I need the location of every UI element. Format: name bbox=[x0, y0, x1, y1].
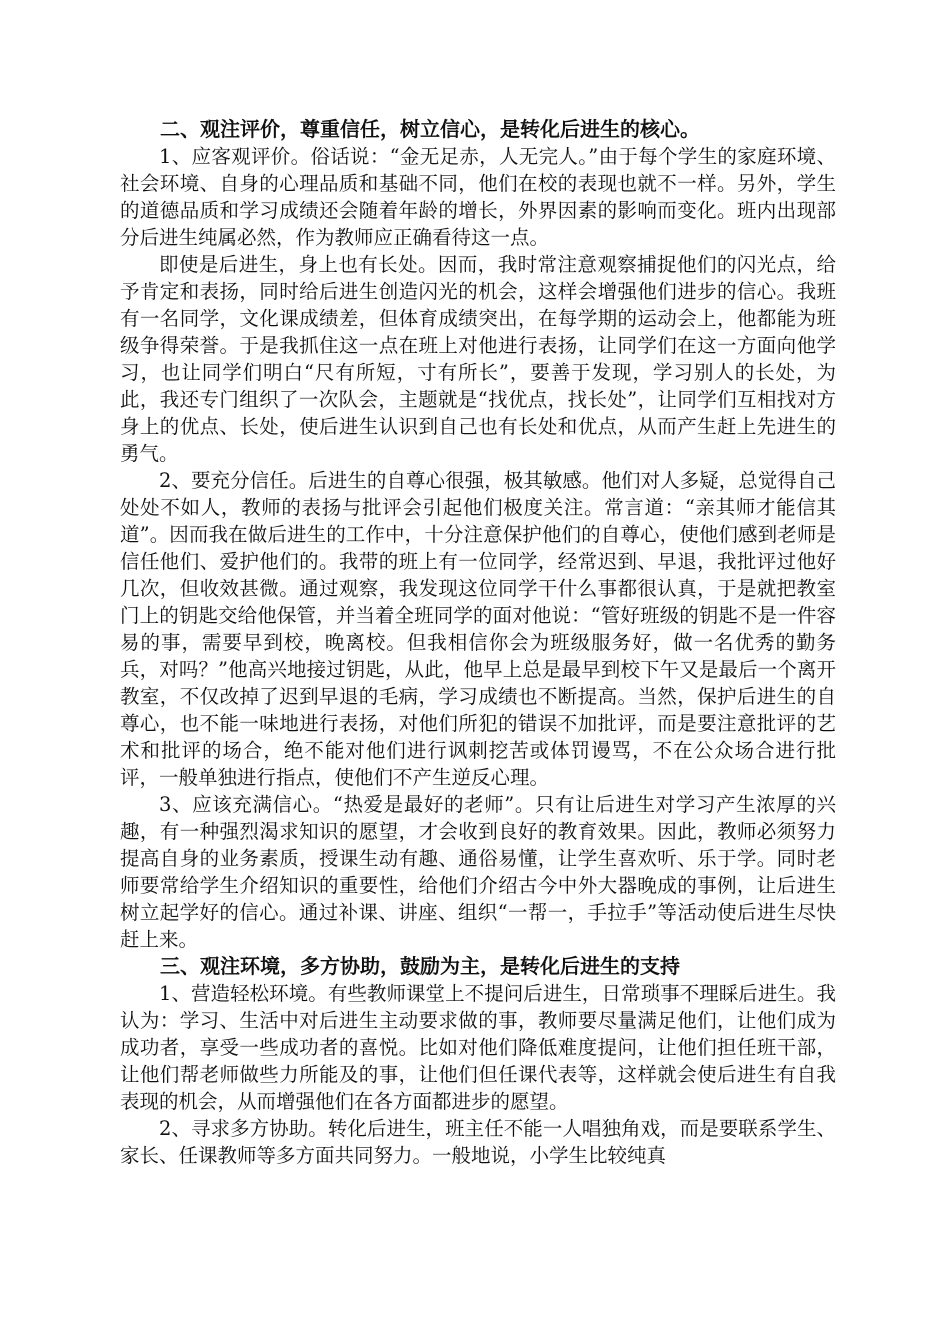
para-cooperation: 2、寻求多方协助。转化后进生，班主任不能一人唱独角戏，而是要联系学生、家长、任课教师等多方面共同努力。一般地说，小学生比较纯真 bbox=[120, 1117, 836, 1167]
para-confidence: 3、应该充满信心。“热爱是最好的老师”。只有让后进生对学习产生浓厚的兴趣，有一种强烈渴求知识的愿望，才会收到良好的教育效果。因此，教师必须努力提高自身的业务素质，授课生动有趣、通俗易懂，让学生喜欢听、乐于学。同时老师要常给学生介绍知识的重要性，给他们介绍古今中外大器晚成的事例，让后进生树立起学好的信心。通过补课、讲座、组织“一帮一，手拉手”等活动使后进生尽快赶上来。 bbox=[120, 793, 836, 951]
document-body bbox=[120, 116, 836, 1169]
para-trust: 2、要充分信任。后进生的自尊心很强，极其敏感。他们对人多疑，总觉得自己处处不如人，教师的表扬与批评会引起他们极度关注。常言道：“亲其师才能信其道”。因而我在做后进生的工作中，十分注意保护他们的自尊心，使他们感到老师是信任他们、爱护他们的。我带的班上有一位同学，经常迟到、早退，我批评过他好几次，但收效甚微。通过观察，我发现这位同学干什么事都很认真，于是就把教室门上的钥匙交给他保管，并当着全班同学的面对他说：“管好班级的钥匙不是一件容易的事，需要早到校，晚离校。但我相信你会为班级服务好，做一名优秀的勤务兵，对吗？”他高兴地接过钥匙，从此，他早上总是最早到校下午又是最后一个离开教室，不仅改掉了迟到早退的毛病，学习成绩也不断提高。当然，保护后进生的自尊心，也不能一味地进行表扬，对他们所犯的错误不加批评，而是要注意批评的艺术和批评的场合，绝不能对他们进行讽刺挖苦或体罚谩骂，不在公众场合进行批评，一般单独进行指点，使他们不产生逆反心理。 bbox=[120, 469, 836, 789]
para-relaxed-environment: 1、营造轻松环境。有些教师课堂上不提问后进生，日常琐事不理睬后进生。我认为：学习、生活中对后进生主动要求做的事，教师要尽量满足他们，让他们成为成功者，享受一些成功者的喜悦。比如对他们降低难度提问，让他们担任班干部，让他们帮老师做些力所能及的事，让他们但任课代表等，这样就会使后进生有自我表现的机会，从而增强他们在各方面都进步的愿望。 bbox=[120, 982, 836, 1113]
section-three-heading: 三、观注环境，多方协助，鼓励为主，是转化后进生的支持 bbox=[160, 954, 680, 978]
section-two-heading: 二、观注评价，尊重信任，树立信心，是转化后进生的核心。 bbox=[160, 117, 700, 141]
para-strengths: 即使是后进生，身上也有长处。因而，我时常注意观察捕捉他们的闪光点，给予肯定和表扬，同时给后进生创造闪光的机会，这样会增强他们进步的信心。我班有一名同学，文化课成绩差，但体育成绩突出，在每学期的运动会上，他都能为班级争得荣誉。于是我抓住这一点在班上对他进行表扬，让同学们在这一方面向他学习，也让同学们明白“尺有所短，寸有所长”，要善于发现，学习别人的长处，为此，我还专门组织了一次队会，主题就是“找优点，找长处”，让同学们互相找对方身上的优点、长处，使后进生认识到自己也有长处和优点，从而产生赶上先进生的勇气。 bbox=[120, 253, 836, 465]
para-objective-evaluation: 1、应客观评价。俗话说：“金无足赤，人无完人。”由于每个学生的家庭环境、社会环境、自身的心理品质和基础不同，他们在校的表现也就不一样。另外，学生的道德品质和学习成绩还会随着年龄的增长，外界因素的影响而变化。班内出现部分后进生纯属必然，作为教师应正确看待这一点。 bbox=[120, 145, 836, 249]
